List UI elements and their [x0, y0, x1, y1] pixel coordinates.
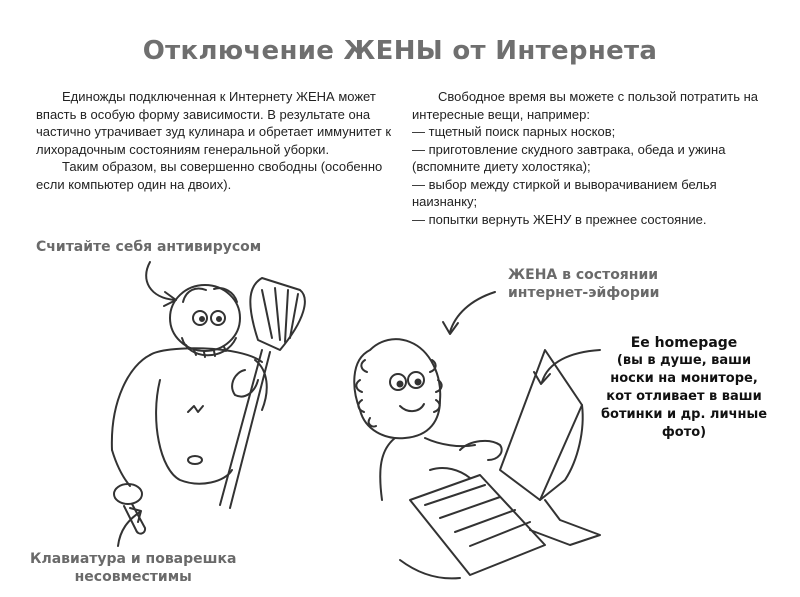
list-item: — приготовление скудного завтрака, обеда и ужина (вспомните диету холостяка);: [412, 141, 726, 174]
caption-homepage-line: носки на мониторе,: [610, 371, 758, 386]
caption-wife-euphoria: [508, 266, 659, 302]
caption-wife-line2: интернет-эйфории: [508, 285, 660, 301]
caption-wife-line1: ЖЕНА в состоянии: [508, 267, 659, 283]
caption-homepage: [596, 334, 772, 442]
list-item: — тщетный поиск парных носков;: [412, 124, 616, 139]
caption-keyboard: [30, 550, 236, 586]
caption-homepage-line: (вы в душе, ваши: [616, 353, 752, 368]
page-title: Отключение ЖЕНЫ от Интернета: [142, 36, 658, 66]
antivirus-arrow: [146, 262, 176, 306]
caption-homepage-line: ботинки и др. личные: [600, 407, 768, 422]
list-item: — выбор между стиркой и выворачиванием белья наизнанку;: [412, 176, 717, 209]
list-item: — попытки вернуть ЖЕНУ в прежнее состояние.: [412, 211, 707, 227]
caption-homepage-line: фото): [661, 425, 707, 440]
caption-keyboard-line1: Клавиатура и поварешка: [30, 551, 237, 567]
caption-homepage-line: кот отливает в ваши: [606, 389, 762, 404]
left-paragraph-2: Таким образом, вы совершенно свободны (особенно если компьютер один на двоих).: [36, 159, 383, 192]
wife-arrow: [443, 292, 495, 334]
man-figure: [112, 285, 267, 534]
caption-antivirus: Считайте себя антивирусом: [36, 239, 262, 255]
left-paragraph-1: Единожды подключенная к Интернету ЖЕНА может впасть в особую форму зависимости. В результате она частично утрачивает зуд кулинара и обретает иммунитет к лихорадочным состояниям генеральной уборки.: [36, 89, 392, 157]
computer-icon: [400, 350, 600, 578]
right-intro: Свободное время вы можете с пользой потратить на интересные вещи, например:: [412, 89, 759, 122]
caption-homepage-title: Ее homepage: [630, 335, 738, 351]
caption-keyboard-line2: несовместимы: [74, 569, 192, 585]
